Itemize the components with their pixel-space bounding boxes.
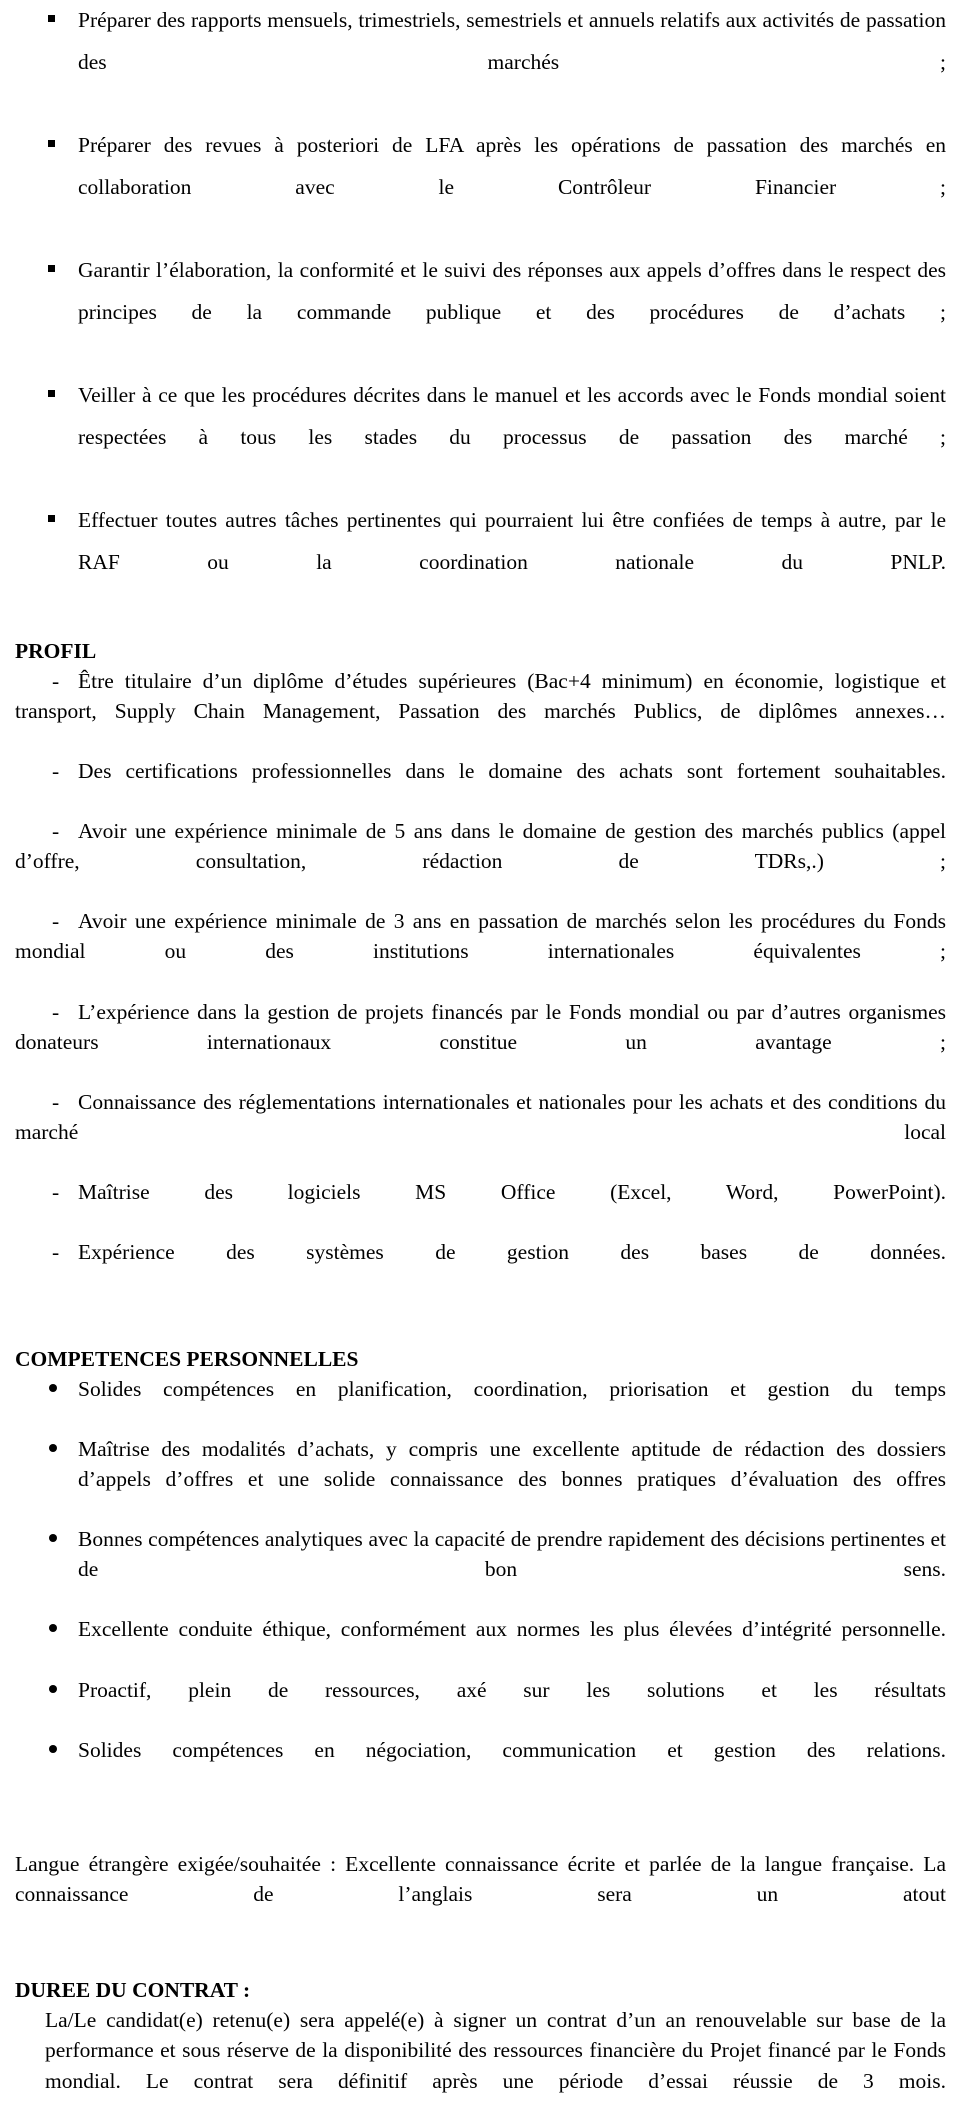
langue-paragraph: Langue étrangère exigée/souhaitée : Excellente connaissance écrite et parlée de la langue française. La connaissance de l’anglais sera un atout	[15, 1852, 946, 1907]
list-item-text: Solides compétences en négociation, communication et gestion des relations.	[78, 1737, 946, 1762]
list-item	[15, 906, 946, 996]
list-item	[15, 1374, 946, 1434]
list-item-text: Avoir une expérience minimale de 5 ans dans le domaine de gestion des marchés publics (appel d’offre, consultation, rédaction de TDRs,.) ;	[15, 819, 946, 874]
spacer	[15, 1298, 946, 1344]
list-item	[15, 756, 946, 816]
spacer	[15, 626, 946, 636]
list-item	[15, 816, 946, 906]
list-item	[15, 500, 946, 625]
square-bullet-icon	[48, 140, 55, 147]
list-item	[15, 1614, 946, 1674]
list-item-text: Bonnes compétences analytiques avec la capacité de prendre rapidement des décisions pertinentes et de bon sens.	[78, 1527, 946, 1582]
dash-bullet-icon: -	[52, 819, 60, 844]
list-item	[15, 1434, 946, 1524]
list-item	[15, 997, 946, 1087]
section-heading-competences: COMPETENCES PERSONNELLES	[15, 1346, 359, 1371]
list-item-text: Maîtrise des logiciels MS Office (Excel, Word, PowerPoint).	[78, 1180, 946, 1205]
list-item	[15, 1177, 946, 1237]
duree-contrat-paragraph: La/Le candidat(e) retenu(e) sera appelé(e) à signer un contrat d’un an renouvelable sur base de la performance et sous réserve de la disponibilité des ressources financière du Projet financé par le Fonds mondial. Le contrat sera définitif après une période d’essai réussie de 3 mois.	[45, 2008, 946, 2093]
dash-bullet-icon: -	[52, 1240, 60, 1265]
square-bullet-icon	[48, 390, 55, 397]
tasks-list	[15, 0, 946, 626]
list-item	[15, 1735, 946, 1795]
spacer	[15, 1965, 946, 1975]
round-bullet-icon	[49, 1384, 57, 1392]
list-item	[15, 0, 946, 125]
list-item-text: Des certifications professionnelles dans le domaine des achats sont fortement souhaitables.	[78, 758, 946, 783]
list-item-text: Préparer des revues à posteriori de LFA après les opérations de passation des marchés en collaboration avec le Contrôleur Financier ;	[78, 133, 946, 199]
list-item-text: Garantir l’élaboration, la conformité et le suivi des réponses aux appels d’offres dans le respect des principes de la commande publique et des procédures de d’achats ;	[78, 258, 946, 324]
list-item-text: L’expérience dans la gestion de projets financés par le Fonds mondial ou par d’autres organismes donateurs internationaux constitue un avantage ;	[15, 999, 946, 1054]
profil-list	[15, 666, 946, 1298]
competences-list	[15, 1374, 946, 1795]
list-item	[15, 1675, 946, 1735]
round-bullet-icon	[49, 1745, 57, 1753]
square-bullet-icon	[48, 15, 55, 22]
list-item-text: Expérience des systèmes de gestion des bases de données.	[78, 1240, 946, 1265]
list-item-text: Excellente conduite éthique, conformément aux normes les plus élevées d’intégrité personnelle.	[78, 1617, 946, 1642]
dash-bullet-icon: -	[52, 668, 60, 693]
list-item	[15, 125, 946, 250]
spacer	[15, 1939, 946, 1965]
dash-bullet-icon: -	[52, 999, 60, 1024]
spacer	[15, 1795, 946, 1849]
dash-bullet-icon: -	[52, 1089, 60, 1114]
dash-bullet-icon: -	[52, 1180, 60, 1205]
list-item-text: Effectuer toutes autres tâches pertinentes qui pourraient lui être confiées de temps à autre, par le RAF ou la coordination nationale du PNLP.	[78, 508, 946, 575]
list-item	[15, 666, 946, 756]
dash-bullet-icon: -	[52, 909, 60, 934]
round-bullet-icon	[49, 1444, 57, 1452]
list-item	[15, 250, 946, 375]
square-bullet-icon	[48, 265, 55, 272]
list-item	[15, 1087, 946, 1177]
duree-contrat-body	[15, 2005, 946, 2125]
round-bullet-icon	[49, 1685, 57, 1693]
list-item-text: Avoir une expérience minimale de 3 ans en passation de marchés selon les procédures du Fonds mondial ou des institutions internationales équivalentes ;	[15, 909, 946, 964]
list-item-text: Connaissance des réglementations internationales et nationales pour les achats et des conditions du marché local	[15, 1089, 946, 1145]
list-item-text: Veiller à ce que les procédures décrites dans le manuel et les accords avec le Fonds mondial soient respectées à tous les stades du processus de passation des marché ;	[78, 383, 946, 450]
square-bullet-icon	[48, 515, 55, 522]
list-item-text: Proactif, plein de ressources, axé sur les solutions et les résultats	[78, 1677, 946, 1702]
list-item-text: Être titulaire d’un diplôme d’études supérieures (Bac+4 minimum) en économie, logistique et transport, Supply Chain Management, Passation des marchés Publics, de diplômes annexes…	[15, 668, 946, 723]
round-bullet-icon	[49, 1534, 57, 1542]
list-item	[15, 1524, 946, 1614]
dash-bullet-icon: -	[52, 758, 60, 783]
section-heading-profil: PROFIL	[15, 638, 97, 663]
list-item-text: Maîtrise des modalités d’achats, y compris une excellente aptitude de rédaction des dossiers d’appels d’offres et une solide connaissance des bonnes pratiques d’évaluation des offres	[78, 1436, 946, 1491]
list-item-text: Solides compétences en planification, coordination, priorisation et gestion du temps	[78, 1376, 946, 1401]
round-bullet-icon	[49, 1624, 57, 1632]
section-heading-duree-contrat: DUREE DU CONTRAT :	[15, 1978, 251, 2003]
list-item	[15, 1237, 946, 1297]
list-item	[15, 375, 946, 500]
list-item-text: Préparer des rapports mensuels, trimestriels, semestriels et annuels relatifs aux activités de passation des marchés ;	[78, 8, 946, 74]
